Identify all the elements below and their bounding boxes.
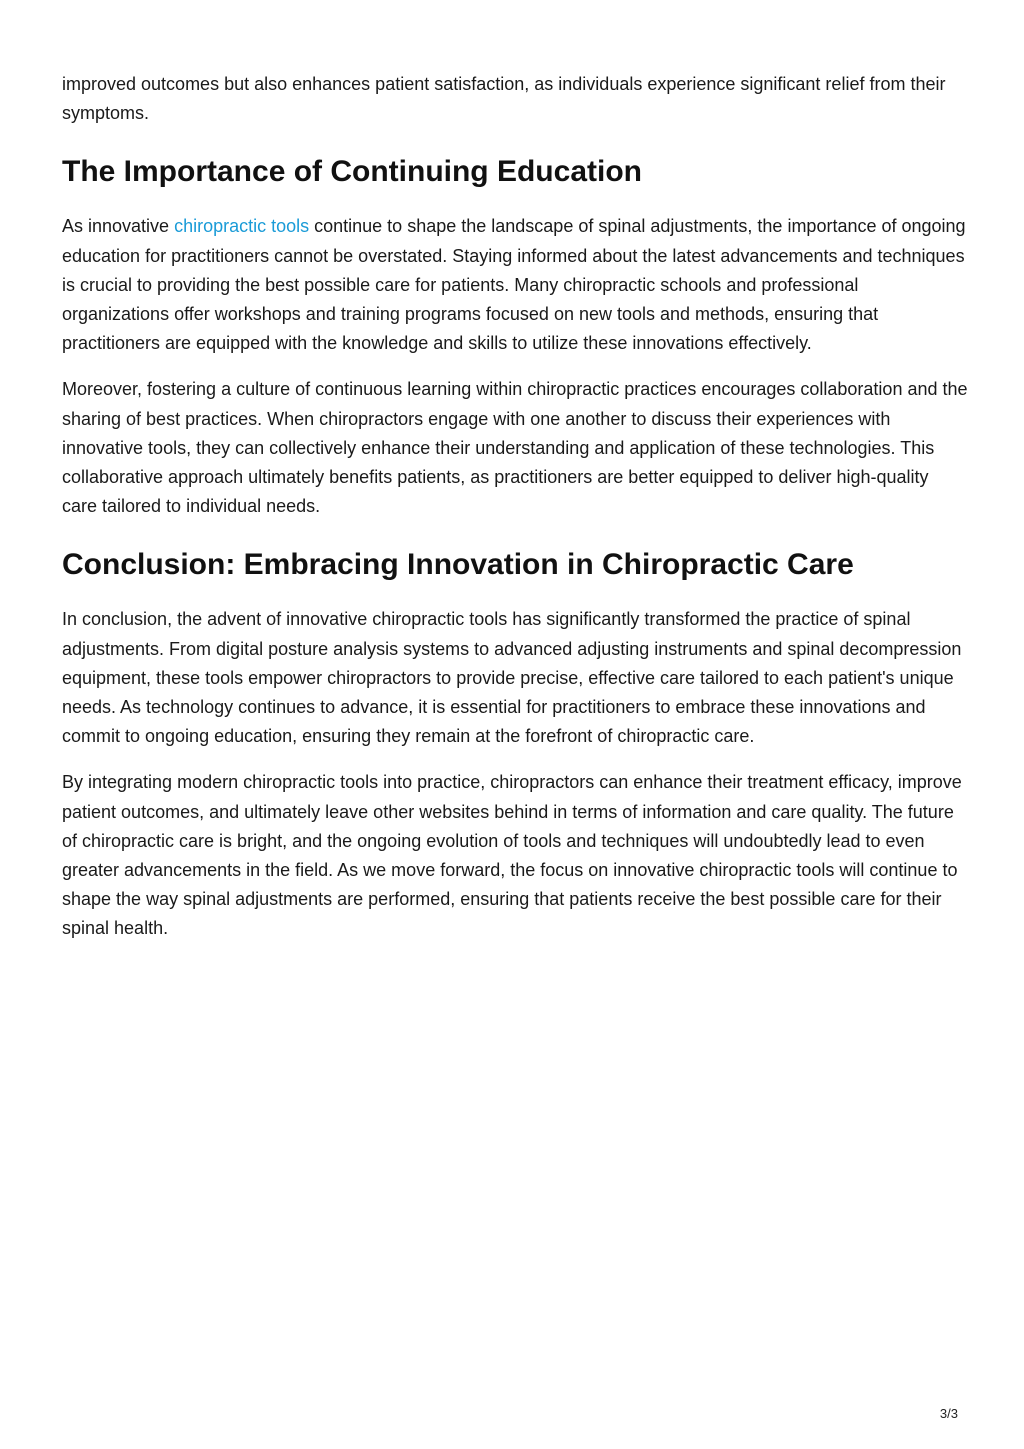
section-heading-continuing-education: The Importance of Continuing Education: [62, 155, 642, 189]
conclusion-paragraph-2: By integrating modern chiropractic tools into practice, chiropractors can enhance their treatment efficacy, improve patient outcomes, and ultimately leave other websites behind in terms of information and care quality. The future of chiropractic care is bright, and the ongoing evolution of tools and techniques will undoubtedly lead to even greater advancements in the field. As we move forward, the focus on innovative chiropractic tools will continue to shape the way spinal adjustments are performed, ensuring that patients receive the best possible care for their spinal health.: [62, 772, 962, 939]
chiropractic-tools-link[interactable]: chiropractic tools: [174, 216, 310, 237]
page-number: 3/3: [939, 1406, 958, 1421]
continuing-education-paragraph-1: [62, 212, 968, 358]
continuing-education-paragraph-2: Moreover, fostering a culture of continuous learning within chiropractic practices encourages collaboration and the sharing of best practices. When chiropractors engage with one another to discuss their experiences with innovative tools, they can collectively enhance their understanding and application of these technologies. This collaborative approach ultimately benefits patients, as practitioners are better equipped to deliver high-quality care tailored to individual needs.: [62, 379, 968, 517]
paragraph-text-before-link: As innovative: [62, 216, 175, 237]
conclusion-paragraph-1: In conclusion, the advent of innovative chiropractic tools has significantly transformed the practice of spinal adjustments. From digital posture analysis systems to advanced adjusting instruments and spinal decompression equipment, these tools empower chiropractors to provide precise, effective care tailored to each patient's unique needs. As technology continues to advance, it is essential for practitioners to embrace these innovations and commit to ongoing education, ensuring they remain at the forefront of chiropractic care.: [62, 609, 962, 747]
document-page: [62, 70, 968, 961]
paragraph-text-after-link: continue to shape the landscape of spinal adjustments, the importance of ongoing education for practitioners cannot be overstated. Staying informed about the latest advancements and techniques is crucial to providing the best possible care for patients. Many chiropractic schools and professional organizations offer workshops and training programs focused on new tools and methods, ensuring that practitioners are equipped with the knowledge and skills to utilize these innovations effectively.: [62, 216, 966, 354]
section-heading-conclusion: Conclusion: Embracing Innovation in Chiropractic Care: [62, 548, 854, 582]
intro-paragraph: improved outcomes but also enhances patient satisfaction, as individuals experience significant relief from their symptoms.: [62, 74, 946, 124]
